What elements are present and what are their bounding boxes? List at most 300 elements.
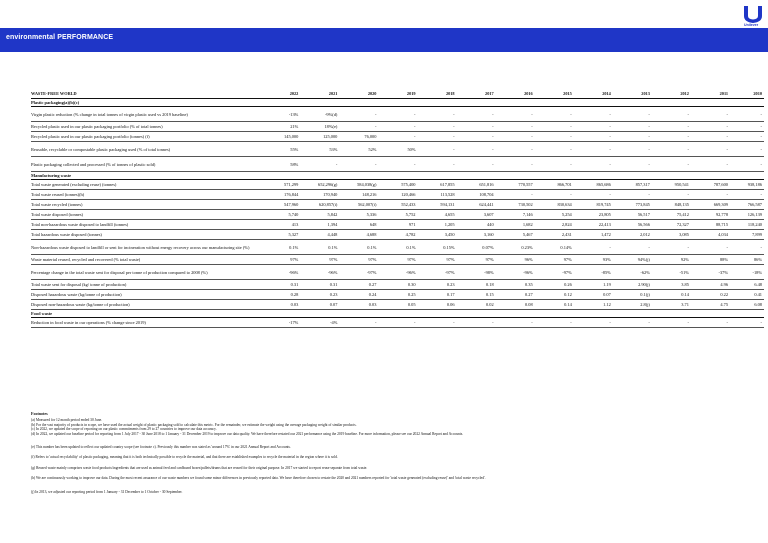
- metric-value: 6.08: [730, 300, 764, 310]
- metric-value: 575,400: [378, 180, 417, 190]
- table-row: [31, 210, 764, 220]
- table-row: [31, 107, 764, 122]
- footnote: (j) In 2013, we adjusted our reporting period from 1 January - 31 December to 1 October - 30 September.: [31, 489, 183, 494]
- metric-label: Recycled plastic used in our plastic packaging portfolio (tonnes) (f): [31, 132, 270, 142]
- table-row: [31, 240, 764, 255]
- metric-value: 0.15: [457, 290, 496, 300]
- metric-label: Waste material reused, recycled and recovered (% total waste): [31, 255, 270, 265]
- metric-value: -: [574, 122, 613, 132]
- metric-value: 1,205: [418, 220, 457, 230]
- metric-value: -: [574, 318, 613, 328]
- metric-value: -97%: [339, 265, 378, 280]
- metric-value: 5,740: [270, 210, 301, 220]
- metric-value: 819,745: [574, 200, 613, 210]
- metric-value: -97%: [418, 265, 457, 280]
- metric-value: 0.06: [418, 300, 457, 310]
- page-title: environmental PERFORMANCE: [6, 34, 114, 41]
- metric-value: -: [300, 157, 339, 172]
- metric-value: 0.27: [339, 280, 378, 290]
- metric-value: -: [339, 107, 378, 122]
- metric-value: 584,038(g): [339, 180, 378, 190]
- metric-value: -: [339, 122, 378, 132]
- metric-value: 94%(j): [613, 255, 652, 265]
- metric-value: 88%: [691, 255, 730, 265]
- metric-value: -: [652, 122, 691, 132]
- metric-value: 0.07: [574, 290, 613, 300]
- footnote: (h) We are continuously working to improve our data. During the most recent assurance of our waste numbers we found some minor differences in previously reported data. We have therefore chosen to restate the 2020 and 2021 numbers reported for 'total waste generated (excluding reuse)' and 'total waste recycled'.: [31, 476, 486, 481]
- metric-value: 971: [378, 220, 417, 230]
- footnote: (a) Measured for 12 month period ended 30 June.: [31, 418, 103, 423]
- metric-value: 97%: [300, 255, 339, 265]
- metric-value: -: [613, 190, 652, 200]
- metric-value: 0.18: [457, 280, 496, 290]
- metric-value: -: [730, 107, 764, 122]
- metric-value: 92,778: [691, 210, 730, 220]
- metric-value: 4,448: [300, 230, 339, 240]
- metric-value: -: [613, 107, 652, 122]
- metric-value: -: [378, 318, 417, 328]
- metric-value: -: [652, 132, 691, 142]
- metric-label: Non-hazardous waste disposed to landfill or sent for incineration without energy recovery across our manufacturing site (%): [31, 240, 270, 255]
- metric-value: 176,844: [270, 190, 301, 200]
- metric-value: 0.12: [535, 290, 574, 300]
- metric-label: Plastic packaging collected and processed (% of tonnes of plastic sold): [31, 157, 270, 172]
- metric-label: Total hazardous waste disposed (tonnes): [31, 230, 270, 240]
- footnotes-list: [31, 418, 764, 494]
- metric-value: 5,752: [378, 210, 417, 220]
- metric-value: -: [613, 122, 652, 132]
- metric-value: -: [457, 107, 496, 122]
- metric-value: -51%: [652, 265, 691, 280]
- metric-value: 2,824: [535, 220, 574, 230]
- metric-value: 624,441: [457, 200, 496, 210]
- metric-value: 97%: [457, 255, 496, 265]
- metric-value: -: [496, 157, 535, 172]
- metric-value: 651,816: [457, 180, 496, 190]
- metric-value: 5,327: [270, 230, 301, 240]
- metric-value: 0.14%: [535, 240, 574, 255]
- year-header: 2014: [574, 89, 613, 99]
- metric-value: -: [418, 132, 457, 142]
- metric-value: 55%: [270, 142, 301, 157]
- metric-value: -: [378, 157, 417, 172]
- metric-value: 0.41: [730, 290, 764, 300]
- metric-value: -: [730, 190, 764, 200]
- footnote: (f) Refers to 'actual recyclability' of plastic packaging, meaning that it is both technically possible to recycle the material, and that there are established examples to recycle the material in the region where it is sold.: [31, 455, 338, 460]
- metric-value: 126,139: [730, 210, 764, 220]
- metric-value: 0.27: [496, 290, 535, 300]
- metric-value: 21%: [270, 122, 301, 132]
- metric-value: 938,186: [730, 180, 764, 190]
- metric-value: 145,000: [270, 132, 301, 142]
- metric-value: 766,587: [730, 200, 764, 210]
- table-row: [31, 200, 764, 210]
- metric-value: 0.14: [652, 290, 691, 300]
- metric-value: 773,845: [613, 200, 652, 210]
- metric-value: 23,805: [574, 210, 613, 220]
- metric-value: 53%: [300, 142, 339, 157]
- metric-value: -: [574, 157, 613, 172]
- metric-value: 652,296(g): [300, 180, 339, 190]
- metric-value: 2,431: [535, 230, 574, 240]
- table-row: [31, 300, 764, 310]
- metric-value: 0.07%: [457, 240, 496, 255]
- year-header: 2022: [270, 89, 301, 99]
- metric-value: 3.71: [652, 300, 691, 310]
- metric-value: -: [496, 190, 535, 200]
- metric-value: 7,146: [496, 210, 535, 220]
- metric-value: -: [535, 190, 574, 200]
- metric-value: -: [457, 157, 496, 172]
- metric-value: 3,160: [457, 230, 496, 240]
- metric-value: 787,600: [691, 180, 730, 190]
- metric-value: -: [574, 240, 613, 255]
- metric-value: -: [496, 318, 535, 328]
- metric-value: -: [457, 318, 496, 328]
- table-row: [31, 190, 764, 200]
- table-header-row: [31, 89, 764, 99]
- metric-value: 93%: [574, 255, 613, 265]
- metric-value: 50%: [378, 142, 417, 157]
- metric-value: 594,131: [418, 200, 457, 210]
- metric-value: 72,327: [652, 220, 691, 230]
- metric-value: -: [691, 157, 730, 172]
- metric-value: -17%: [270, 318, 301, 328]
- metric-value: 547,960: [270, 200, 301, 210]
- metric-value: -: [496, 107, 535, 122]
- section-label: Plastic packaging(a)(b)(c): [31, 99, 764, 107]
- metric-value: -: [574, 190, 613, 200]
- metric-value: -9%(d): [300, 107, 339, 122]
- metric-value: 18%(e): [300, 122, 339, 132]
- metric-label: Total waste generated (excluding reuse) (tonnes): [31, 180, 270, 190]
- metric-value: -: [535, 122, 574, 132]
- metric-label: Reduction in food waste in our operations (% change since 2019): [31, 318, 270, 328]
- metric-value: -4%: [300, 318, 339, 328]
- metric-value: 669,309: [691, 200, 730, 210]
- table-row: [31, 290, 764, 300]
- table-title: WASTE-FREE WORLD: [31, 89, 270, 99]
- metric-value: -: [457, 142, 496, 157]
- metric-value: 97%: [339, 255, 378, 265]
- metric-value: -96%: [300, 265, 339, 280]
- year-header: 2020: [339, 89, 378, 99]
- metric-value: 0.08: [496, 300, 535, 310]
- metric-value: -: [613, 318, 652, 328]
- metric-value: 0.24: [339, 290, 378, 300]
- metric-value: 92%: [652, 255, 691, 265]
- logo-wordmark: Unilever: [744, 23, 759, 27]
- year-header: 2019: [378, 89, 417, 99]
- metric-value: 118,240: [730, 220, 764, 230]
- metric-value: -: [535, 318, 574, 328]
- metric-value: -: [496, 122, 535, 132]
- metric-value: 4,782: [378, 230, 417, 240]
- metric-value: -13%: [270, 107, 301, 122]
- metric-value: -: [730, 142, 764, 157]
- metric-value: 0.1(j): [613, 290, 652, 300]
- section-label: Manufacturing waste: [31, 172, 764, 180]
- metric-value: 170,940: [300, 190, 339, 200]
- footnote: (c) In 2022, we updated the scope of reporting on our plastic commitments from 29 to 27 countries to improve our data accuracy.: [31, 427, 217, 432]
- metric-value: 617,855: [418, 180, 457, 190]
- metric-value: 1,394: [300, 220, 339, 230]
- metric-value: 97%: [535, 255, 574, 265]
- section-header-row: [31, 172, 764, 180]
- metric-value: 0.1%: [339, 240, 378, 255]
- metric-value: 75,412: [652, 210, 691, 220]
- year-header: 2018: [418, 89, 457, 99]
- table-row: [31, 265, 764, 280]
- metric-value: -: [418, 122, 457, 132]
- metric-value: 0.1%: [378, 240, 417, 255]
- metric-value: 1,682: [496, 220, 535, 230]
- metric-value: -: [613, 132, 652, 142]
- metric-value: -97%: [535, 265, 574, 280]
- metric-value: 56,517: [613, 210, 652, 220]
- year-header: 2013: [613, 89, 652, 99]
- metric-value: 865,686: [574, 180, 613, 190]
- metric-value: 120,466: [378, 190, 417, 200]
- metric-value: 0.03: [339, 300, 378, 310]
- metric-value: -: [730, 132, 764, 142]
- metric-value: -: [378, 122, 417, 132]
- metric-value: 58%: [270, 157, 301, 172]
- metric-value: -: [613, 240, 652, 255]
- metric-value: 3,450: [418, 230, 457, 240]
- metric-value: -: [691, 240, 730, 255]
- metric-value: -: [652, 142, 691, 157]
- metric-value: 76,000: [339, 132, 378, 142]
- year-header: 2015: [535, 89, 574, 99]
- metric-value: 0.17: [418, 290, 457, 300]
- metric-value: 88,715: [691, 220, 730, 230]
- metric-value: 866,701: [535, 180, 574, 190]
- metric-value: -: [613, 157, 652, 172]
- metric-value: 3.85: [652, 280, 691, 290]
- metric-value: 97%: [378, 255, 417, 265]
- metric-value: 97%: [418, 255, 457, 265]
- metric-value: 0.23: [418, 280, 457, 290]
- metric-value: 950,541: [652, 180, 691, 190]
- metric-label: Reusable, recyclable or compostable plastic packaging used (% of total tonnes): [31, 142, 270, 157]
- metric-value: 1.12: [574, 300, 613, 310]
- metric-value: 0.31: [300, 280, 339, 290]
- footnote: (d) In 2022, we updated our baseline period for reporting from 1 July 2017 - 30 June 2018 to 1 January - 31 December 2019 to improve our data quality. We have therefore restated our 2021 performance using the 2019 baseline. For more information, please see our 2022 Annual Report and Accounts.: [31, 431, 464, 436]
- metric-value: -: [339, 318, 378, 328]
- waste-free-world-table: [31, 89, 764, 328]
- metric-label: Virgin plastic reduction (% change in total tonnes of virgin plastic used vs 2019 baseline): [31, 107, 270, 122]
- metric-label: Total waste reused (tonnes)(h): [31, 190, 270, 200]
- year-header: 2021: [300, 89, 339, 99]
- metric-value: -: [535, 157, 574, 172]
- metric-label: Total non-hazardous waste disposed to landfill (tonnes): [31, 220, 270, 230]
- metric-value: 571,299: [270, 180, 301, 190]
- metric-value: -: [418, 107, 457, 122]
- metric-value: 5,842: [300, 210, 339, 220]
- metric-value: 4,688: [339, 230, 378, 240]
- table-row: [31, 318, 764, 328]
- section-header-row: [31, 310, 764, 318]
- metric-value: 0.02: [457, 300, 496, 310]
- metric-value: -: [339, 157, 378, 172]
- metric-value: -: [418, 142, 457, 157]
- section-label: Food waste: [31, 310, 764, 318]
- section-header-row: [31, 99, 764, 107]
- metric-value: 2.90(j): [613, 280, 652, 290]
- metric-value: -96%: [496, 265, 535, 280]
- metric-value: -: [613, 142, 652, 157]
- metric-label: Recycled plastic used in our plastic packaging portfolio (% of total tonnes): [31, 122, 270, 132]
- metric-value: -96%: [270, 265, 301, 280]
- metric-value: 0.35: [496, 280, 535, 290]
- footnote: (g) Reused waste mainly comprises waste food products/ingredients that are used as animal feed and cardboard boxes/pallets/drums that are reused for their original purpose. In 2017 we started to report reuse separate from total waste.: [31, 465, 368, 470]
- metric-value: 0.15%: [418, 240, 457, 255]
- metric-value: 0.30: [378, 280, 417, 290]
- metric-value: -: [730, 240, 764, 255]
- table-row: [31, 255, 764, 265]
- metric-value: -: [691, 318, 730, 328]
- footnote: (b) For the vast majority of products in scope, we have used the actual weight of plastic packaging sold to calculate this metric. For the remainder, we estimate the weight using the average packaging weight of similar products.: [31, 422, 357, 427]
- metric-value: 96%: [496, 255, 535, 265]
- metric-value: 0.31: [270, 280, 301, 290]
- metric-value: -: [730, 318, 764, 328]
- table-row: [31, 180, 764, 190]
- metric-value: 52%: [339, 142, 378, 157]
- metric-value: -: [574, 107, 613, 122]
- metric-value: 2.8(j): [613, 300, 652, 310]
- metric-value: 4,034: [691, 230, 730, 240]
- metric-value: -: [652, 157, 691, 172]
- metric-value: 4,655: [418, 210, 457, 220]
- metric-value: 3,607: [457, 210, 496, 220]
- metric-value: 125,000: [300, 132, 339, 142]
- table-row: [31, 142, 764, 157]
- metric-value: 0.23%: [496, 240, 535, 255]
- metric-value: 0.1%: [300, 240, 339, 255]
- footnote: (e) This number has been updated to reflect our updated country scope (see footnote c). Previously this number was stated as 'around 17%' in our 2021 Annual Report and Accounts.: [31, 445, 291, 450]
- metric-value: 4.96: [691, 280, 730, 290]
- metric-value: 440: [457, 220, 496, 230]
- metric-value: -85%: [574, 265, 613, 280]
- metric-label: Disposed non-hazardous waste (kg/tonne of production): [31, 300, 270, 310]
- metric-value: -96%: [378, 265, 417, 280]
- metric-value: -: [691, 107, 730, 122]
- metric-value: -: [652, 190, 691, 200]
- table-row: [31, 132, 764, 142]
- year-header: 2017: [457, 89, 496, 99]
- metric-value: 5,254: [535, 210, 574, 220]
- metric-value: -: [730, 122, 764, 132]
- metric-value: 848,135: [652, 200, 691, 210]
- metric-value: -18%: [730, 265, 764, 280]
- table-row: [31, 280, 764, 290]
- metric-value: 5,467: [496, 230, 535, 240]
- metric-value: 0.22: [691, 290, 730, 300]
- footnotes: [31, 412, 764, 494]
- metric-value: 552,433: [378, 200, 417, 210]
- metric-value: 830,634: [535, 200, 574, 210]
- metric-label: Total waste recycled (tonnes): [31, 200, 270, 210]
- metric-value: 0.14: [535, 300, 574, 310]
- metric-value: 22,413: [574, 220, 613, 230]
- metric-value: -: [496, 132, 535, 142]
- header-banner: [0, 28, 768, 52]
- metric-value: -: [418, 157, 457, 172]
- metric-value: 56,566: [613, 220, 652, 230]
- metric-value: -: [535, 142, 574, 157]
- metric-value: -: [378, 107, 417, 122]
- metric-value: 3,085: [652, 230, 691, 240]
- footnotes-title: Footnotes: [31, 411, 48, 416]
- table-row: [31, 157, 764, 172]
- metric-value: -37%: [691, 265, 730, 280]
- metric-value: 857,317: [613, 180, 652, 190]
- metric-value: 4.75: [691, 300, 730, 310]
- metric-value: -: [457, 122, 496, 132]
- metric-value: 1,472: [574, 230, 613, 240]
- metric-value: 0.28: [270, 290, 301, 300]
- metric-value: -: [457, 132, 496, 142]
- metric-value: -: [496, 142, 535, 157]
- metric-value: 413: [270, 220, 301, 230]
- metric-value: -: [535, 107, 574, 122]
- metric-value: 6.48: [730, 280, 764, 290]
- metric-value: 0.26: [535, 280, 574, 290]
- metric-value: -98%: [457, 265, 496, 280]
- metric-value: 562,007(i): [339, 200, 378, 210]
- metric-value: -: [652, 107, 691, 122]
- metric-value: 148,216: [339, 190, 378, 200]
- year-header: 2016: [496, 89, 535, 99]
- metric-value: 0.03: [270, 300, 301, 310]
- metric-value: 0.1%: [270, 240, 301, 255]
- year-header: 2011: [691, 89, 730, 99]
- metric-value: 86%: [730, 255, 764, 265]
- metric-value: 5,336: [339, 210, 378, 220]
- metric-value: 0.05: [378, 300, 417, 310]
- metric-value: -: [418, 318, 457, 328]
- metric-value: 108,704: [457, 190, 496, 200]
- metric-value: -: [691, 142, 730, 157]
- metric-label: Total waste sent for disposal (kg/ tonne of production): [31, 280, 270, 290]
- metric-value: 648: [339, 220, 378, 230]
- metric-label: Percentage change in the total waste sent for disposal per tonne of production compared to 2008 (%): [31, 265, 270, 280]
- metric-value: 113,528: [418, 190, 457, 200]
- year-header: 2010: [730, 89, 764, 99]
- metric-value: 1.19: [574, 280, 613, 290]
- metric-value: 2,012: [613, 230, 652, 240]
- metric-value: -: [378, 132, 417, 142]
- metric-value: -: [652, 240, 691, 255]
- metric-value: 0.07: [300, 300, 339, 310]
- metric-value: -: [691, 122, 730, 132]
- metric-value: 770,557: [496, 180, 535, 190]
- table-row: [31, 230, 764, 240]
- metric-value: -: [730, 157, 764, 172]
- table-row: [31, 122, 764, 132]
- metric-value: -62%: [613, 265, 652, 280]
- metric-value: -: [535, 132, 574, 142]
- table-row: [31, 220, 764, 230]
- metric-value: -: [574, 132, 613, 142]
- metric-value: 0.25: [378, 290, 417, 300]
- metric-label: Disposed hazardous waste (kg/tonne of production): [31, 290, 270, 300]
- metric-value: -: [691, 132, 730, 142]
- metric-value: -: [574, 142, 613, 157]
- metric-value: 97%: [270, 255, 301, 265]
- year-header: 2012: [652, 89, 691, 99]
